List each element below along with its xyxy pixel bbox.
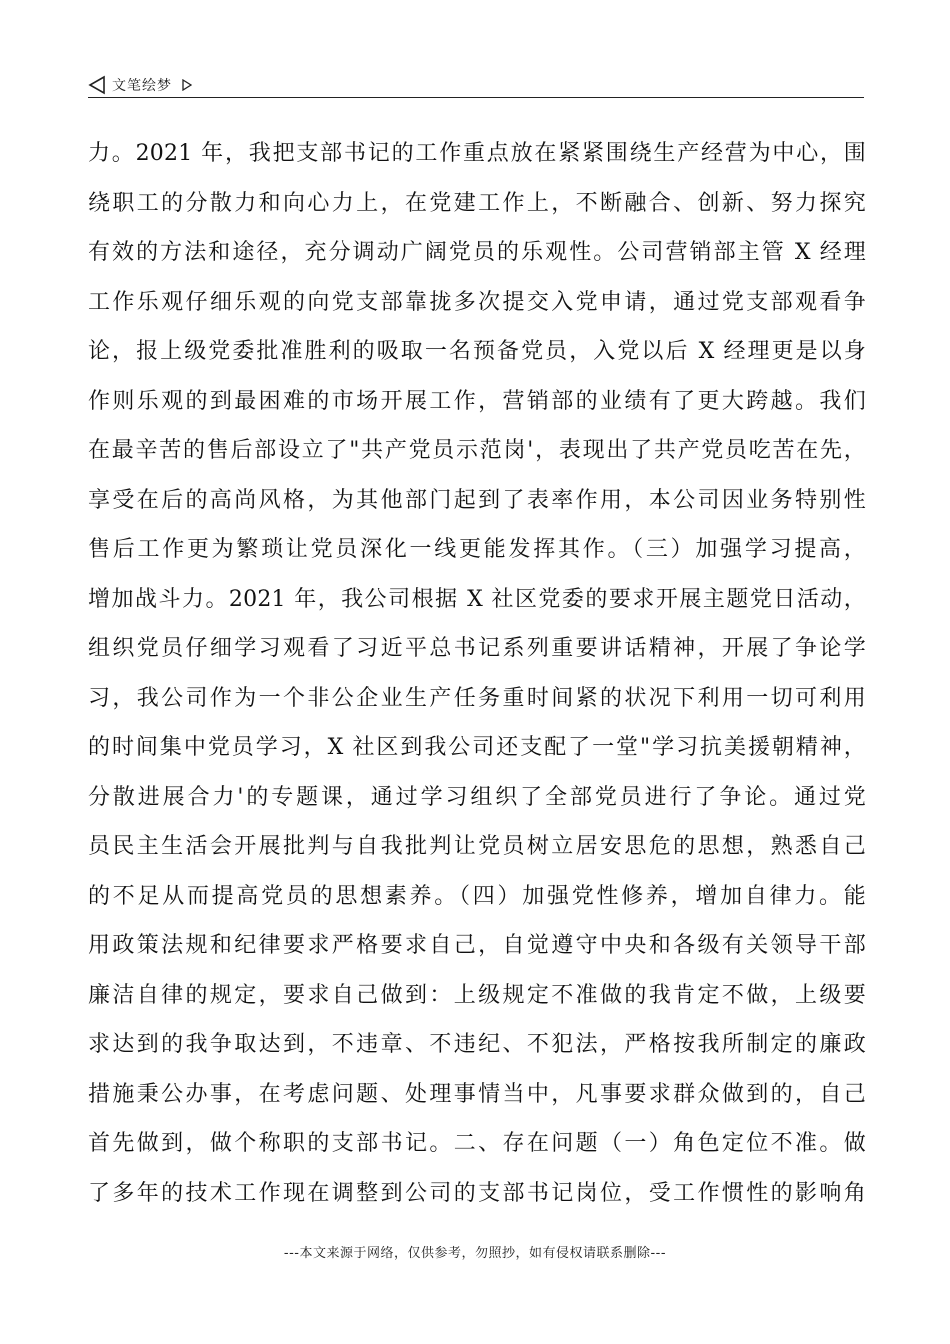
text-line: 绕职工的分散力和向心力上，在党建工作上，不断融合、创新、努力探究 xyxy=(88,190,866,216)
text-line: 增加战斗力。2021 年，我公司根据 X 社区党委的要求开展主题党日活动， xyxy=(88,586,866,612)
text-line: 措施秉公办事，在考虑问题、处理事情当中，凡事要求群众做到的，自己 xyxy=(88,1081,866,1107)
text-line: 售后工作更为繁琐让党员深化一线更能发挥其作。（三）加强学习提高， xyxy=(88,537,866,562)
text-line: 组织党员仔细学习观看了习近平总书记系列重要讲话精神，开展了争论学 xyxy=(88,636,866,661)
text-line: 员民主生活会开展批判与自我批判让党员树立居安思危的思想，熟悉自己 xyxy=(88,834,866,859)
text-line: 论，报上级党委批准胜利的吸取一名预备党员，入党以后 X 经理更是以身 xyxy=(88,339,866,364)
text-line: 享受在后的高尚风格，为其他部门起到了表率作用，本公司因业务特别性 xyxy=(88,487,866,513)
text-line: 求达到的我争取达到，不违章、不违纪、不犯法，严格按我所制定的廉政 xyxy=(88,1032,866,1057)
text-line: 的时间集中党员学习，X 社区到我公司还支配了一堂"学习抗美援朝精神， xyxy=(88,735,866,760)
text-line: 廉洁自律的规定，要求自己做到：上级规定不准做的我肯定不做，上级要 xyxy=(88,982,866,1008)
text-line: 首先做到，做个称职的支部书记。二、存在问题（一）角色定位不准。做 xyxy=(88,1131,866,1156)
text-line: 有效的方法和途径，充分调动广阔党员的乐观性。公司营销部主管 X 经理 xyxy=(88,240,866,265)
text-line: 分散进展合力'的专题课，通过学习组织了全部党员进行了争论。通过党 xyxy=(88,784,866,810)
triangle-right-icon xyxy=(182,79,192,91)
page-header xyxy=(88,72,192,98)
page-footer-disclaimer: ---本文来源于网络，仅供参考，勿照抄，如有侵权请联系删除--- xyxy=(283,1246,667,1261)
document-body xyxy=(88,129,866,1218)
triangle-left-icon xyxy=(88,75,106,95)
text-line: 在最辛苦的售后部设立了"共产党员示范岗'，表现出了共产党员吃苦在先， xyxy=(88,438,866,463)
text-line: 工作乐观仔细乐观的向党支部靠拢多次提交入党申请，通过党支部观看争 xyxy=(88,289,866,315)
text-line: 力。2021 年，我把支部书记的工作重点放在紧紧围绕生产经营为中心，围 xyxy=(88,141,866,166)
text-line: 了多年的技术工作现在调整到公司的支部书记岗位，受工作惯性的影响角 xyxy=(88,1180,866,1206)
text-line: 习，我公司作为一个非公企业生产任务重时间紧的状况下利用一切可利用 xyxy=(88,685,866,711)
brand-name: 文笔绘梦 xyxy=(112,78,172,94)
header-divider xyxy=(88,97,864,98)
text-line: 的不足从而提高党员的思想素养。（四）加强党性修养，增加自律力。能 xyxy=(88,883,866,909)
text-line: 用政策法规和纪律要求严格要求自己，自觉遵守中央和各级有关领导干部 xyxy=(88,933,866,958)
text-line: 作则乐观的到最困难的市场开展工作，营销部的业绩有了更大跨越。我们 xyxy=(88,388,866,414)
